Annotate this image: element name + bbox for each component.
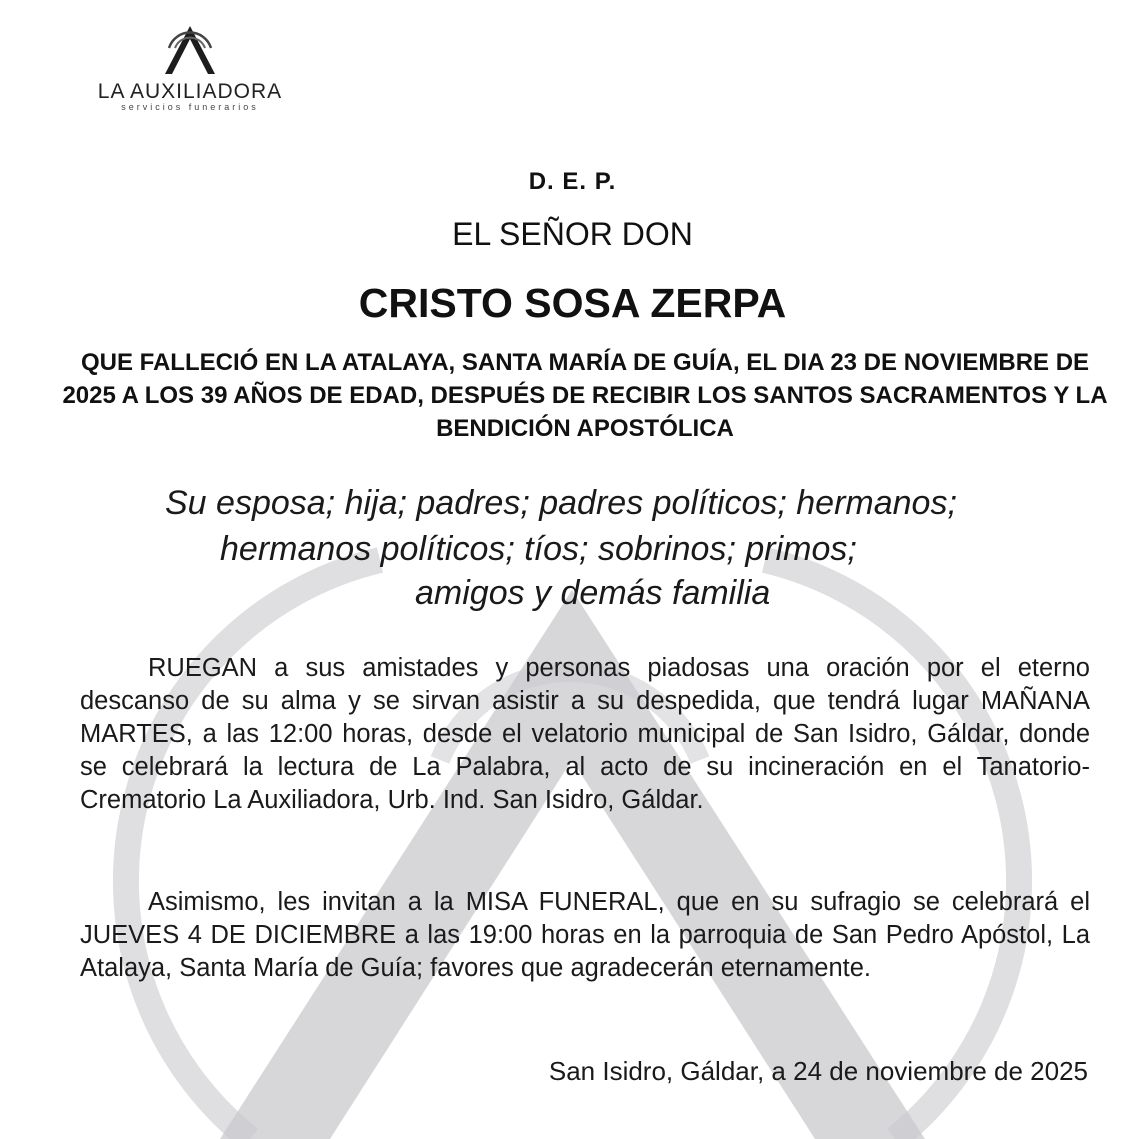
place-date: San Isidro, Gáldar, a 24 de noviembre de 2025 — [548, 1056, 1088, 1086]
company-logo — [70, 12, 310, 122]
honorific: EL SEÑOR DON — [452, 216, 693, 252]
mourners-line: hermanos políticos; tíos; sobrinos; primos; — [220, 530, 857, 568]
farewell-paragraph: RUEGAN a sus amistades y personas piadosas una oración por el eterno descanso de su alma y se sirvan asistir a su despedida, que tendrá lugar MAÑANA MARTES, a las 12:00 horas, desde el velatorio municipal de San Isidro, Gáldar, donde se celebrará la lectura de La Palabra, al acto de su incineración en el Tanatorio-Crematorio La Auxiliadora, Urb. Ind. San Isidro, Gáldar. — [80, 654, 1090, 814]
deceased-name: CRISTO SOSA ZERPA — [358, 280, 787, 326]
logo-a-icon — [155, 12, 225, 78]
brand-name: LA AUXILIADORA — [97, 80, 283, 103]
brand-tagline: servicios funerarios — [121, 102, 259, 112]
mourners-line: Su esposa; hija; padres; padres políticos; hermanos; — [165, 484, 957, 522]
mourners-line: amigos y demás familia — [415, 574, 771, 612]
death-details: QUE FALLECIÓ EN LA ATALAYA, SANTA MARÍA DE GUÍA, EL DIA 23 DE NOVIEMBRE DE 2025 A LOS 39 AÑOS DE EDAD, DESPUÉS DE RECIBIR LOS SANTOS SACRAMENTOS Y LA BENDICIÓN APOSTÓLICA — [62, 349, 1108, 442]
funeral-mass-paragraph: Asimismo, les invitan a la MISA FUNERAL, que en su sufragio se celebrará el JUEVES 4 DE DICIEMBRE a las 19:00 horas en la parroquia de San Pedro Apóstol, La Atalaya, Santa María de Guía; favores que agradecerán eternamente. — [80, 888, 1090, 982]
dep-heading: D. E. P. — [528, 168, 617, 195]
